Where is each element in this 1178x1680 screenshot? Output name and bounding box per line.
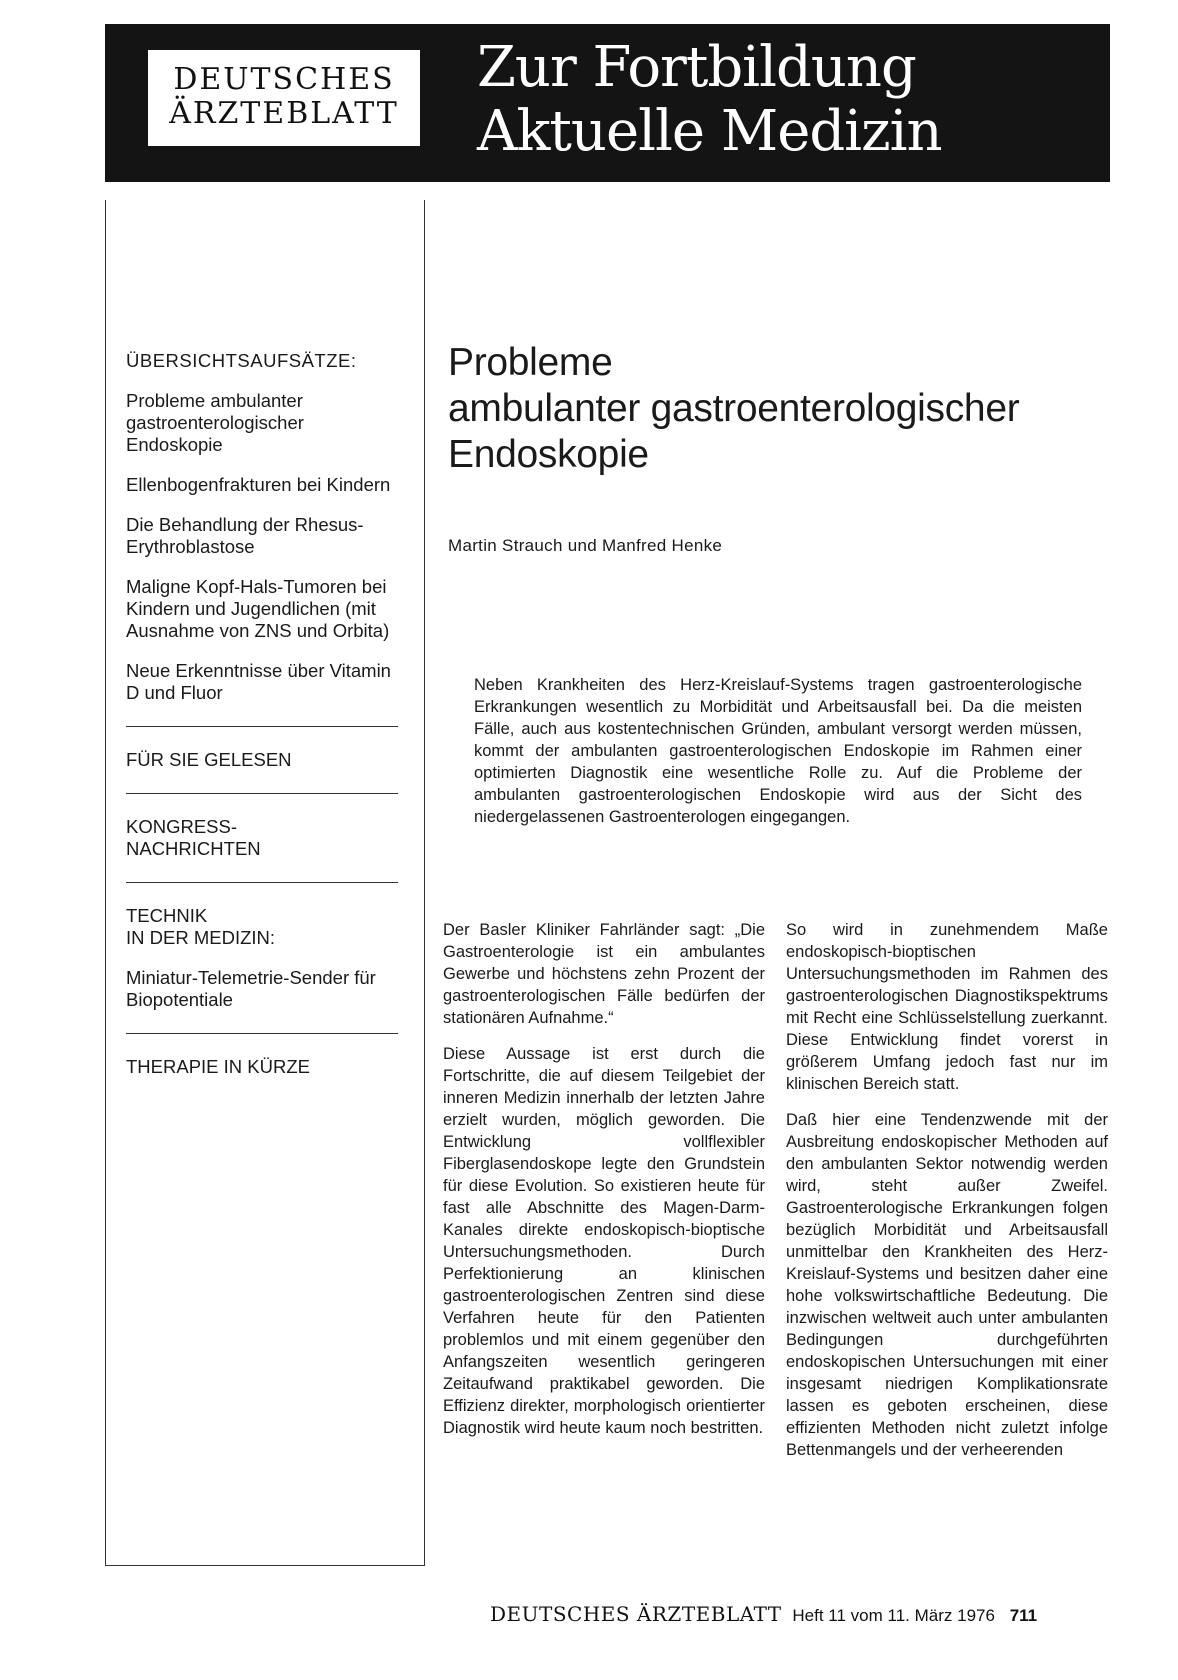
body-paragraph: Der Basler Kliniker Fahrländer sagt: „Die Gastroenterologie ist ein ambulantes Gewerbe und höchstens zehn Prozent der gastroenterologischen Fälle bedürfen der stationären Aufnahme.“ [443, 921, 765, 1027]
sidebar-item-tumoren: Maligne Kopf-Hals-Tumoren bei Kindern und Jugendlichen (mit Ausnahme von ZNS und Orbita) [126, 576, 390, 641]
body-paragraph: So wird in zunehmendem Maße endoskopisch-bioptischen Untersuchungsmethoden im Rahmen des gastroenterologischen Diagnostikspektrums mit Recht eine Schlüsselstellung zuerkannt. Diese Entwicklung findet vorerst in größerem Umfang jedoch fast nur im klinischen Bereich statt. [786, 921, 1108, 1093]
article-header [448, 340, 1108, 556]
body-column-2 [786, 919, 1108, 1475]
section-title [477, 36, 942, 164]
sidebar-divider [126, 882, 398, 883]
sidebar-heading-gelesen: FÜR SIE GELESEN [126, 749, 292, 770]
logo-line-1: DEUTSCHES [173, 62, 395, 97]
article-title-line-1: Probleme [448, 341, 613, 384]
sidebar-heading-kongress [126, 816, 398, 860]
sidebar-heading-technik-line-1: TECHNIK [126, 905, 208, 926]
page-footer [490, 1602, 1110, 1627]
section-title-line-2: Aktuelle Medizin [477, 99, 942, 164]
body-paragraph: Daß hier eine Tendenzwende mit der Ausbreitung endoskopischer Methoden auf den ambulanten Sektor notwendig werden wird, steht außer Zweifel. Gastroenterologische Erkrankungen folgen bezüglich Morbidität und Arbeitsausfall unmittelbar den Krankheiten des Herz-Kreislauf-Systems und besitzen daher eine hohe volkswirtschaftliche Bedeutung. Die inzwischen weltweit auch unter ambulanten Bedingungen durchgeführten endoskopischen Untersuchungen mit einer insgesamt niedrigen Komplikationsrate lassen es geboten erscheinen, diese effizienten Methoden nicht zuletzt infolge Bettenmangels und der verheerenden [786, 1111, 1108, 1459]
sidebar-item-ellenbogen: Ellenbogenfrakturen bei Kindern [126, 474, 391, 495]
sidebar-heading-technik-line-2: IN DER MEDIZIN: [126, 927, 276, 948]
journal-logo [148, 50, 420, 146]
sidebar-item-endoskopie: Probleme ambulanter gastroenterologischer Endoskopie [126, 390, 304, 455]
sidebar-divider [126, 793, 398, 794]
sidebar-heading-reviews: ÜBERSICHTSAUFSÄTZE: [126, 350, 357, 371]
article-title-line-3: Endoskopie [448, 433, 649, 476]
sidebar-divider [126, 726, 398, 727]
sidebar-item-rhesus: Die Behandlung der Rhesus-Erythroblastose [126, 514, 364, 557]
footer-journal-name: DEUTSCHES ÄRZTEBLATT [490, 1602, 782, 1626]
sidebar-item-telemetrie: Miniatur-Telemetrie-Sender für Biopotentiale [126, 967, 376, 1010]
section-title-line-1: Zur Fortbildung [477, 35, 916, 100]
article-title [448, 340, 1108, 478]
page-number: 711 [1009, 1606, 1038, 1625]
sidebar-item-vitamin-d: Neue Erkenntnisse über Vitamin D und Fluor [126, 660, 391, 703]
body-paragraph: Diese Aussage ist erst durch die Fortschritte, die auf diesem Teilgebiet der inneren Medizin innerhalb der letzten Jahre erzielt wurden, möglich geworden. Die Entwicklung vollflexibler Fiberglasendoskope legte den Grundstein für diese Evolution. So existieren heute für fast alle Abschnitte des Magen-Darm-Kanales direkte endoskopisch-bioptische Untersuchungsmethoden. Durch Perfektionierung an klinischen gastroenterologischen Zentren sind diese Verfahren heute für den Patienten problemlos und mit einem gegenüber den Anfangszeiten wesentlich geringeren Zeitaufwand praktikabel geworden. Die Effizienz direkter, morphologisch orientierter Diagnostik wird heute kaum noch bestritten. [443, 1045, 765, 1437]
sidebar-heading-therapie: THERAPIE IN KÜRZE [126, 1056, 310, 1077]
header-banner [105, 24, 1110, 182]
article-abstract: Neben Krankheiten des Herz-Kreislauf-Systems tragen gastroenterologische Erkrankungen wesentlich zu Morbidität und Arbeitsausfall bei. Da die meisten Fälle, auch aus kostentechnischen Gründen, ambulant versorgt werden müssen, kommt der ambulanten gastroenterologischen Endoskopie im Rahmen einer optimierten Diagnostik eine wesentliche Rolle zu. Auf die Probleme der ambulanten gastroenterologischen Endoskopie wird aus der Sicht des niedergelassenen Gastroenterologen eingegangen. [474, 676, 1082, 826]
sidebar-heading-technik [126, 905, 398, 949]
sidebar-heading-kongress-line-2: NACHRICHTEN [126, 838, 261, 859]
contents-sidebar [105, 200, 425, 1566]
sidebar-divider [126, 1033, 398, 1034]
logo-line-2: ÄRZTEBLATT [169, 96, 399, 131]
body-column-1 [443, 919, 765, 1453]
sidebar-heading-kongress-line-1: KONGRESS- [126, 816, 238, 837]
article-title-line-2: ambulanter gastroenterologischer [448, 387, 1020, 430]
article-authors: Martin Strauch und Manfred Henke [448, 536, 723, 555]
footer-issue: Heft 11 vom 11. März 1976 [792, 1606, 995, 1625]
